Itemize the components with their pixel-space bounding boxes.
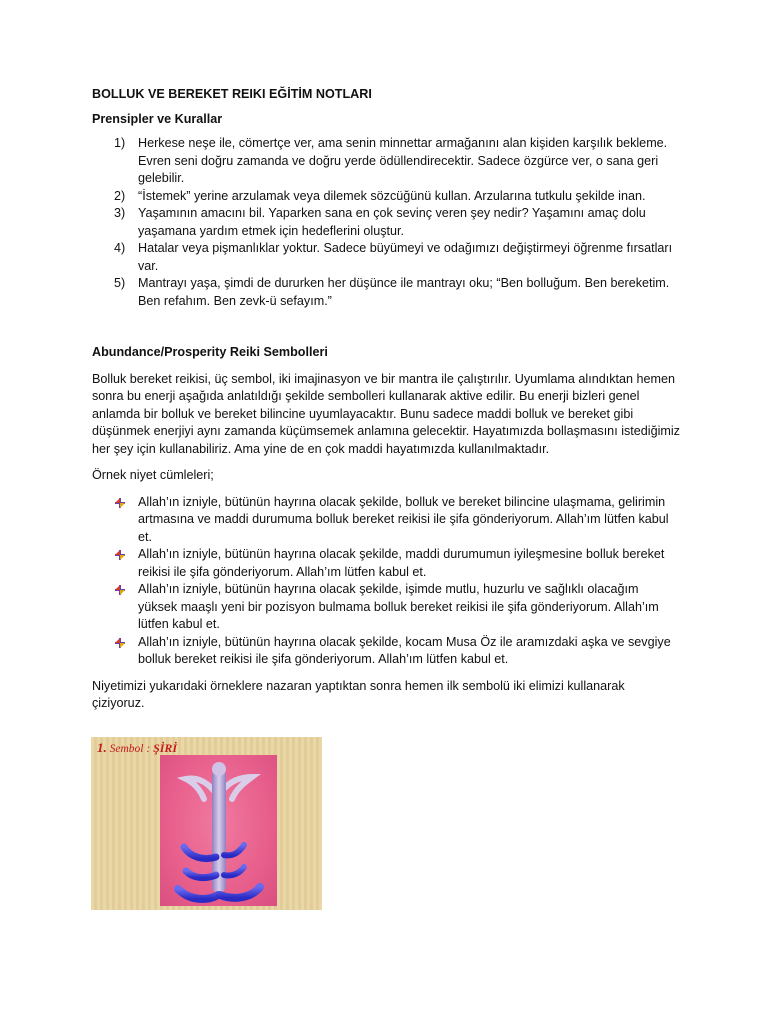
list-item [92, 546, 680, 581]
examples-label: Örnek niyet cümleleri; [92, 468, 214, 482]
list-number: 1) [114, 136, 126, 150]
list-item [92, 188, 680, 206]
list-item [92, 205, 680, 240]
list-number: 4) [114, 241, 126, 255]
list-number: 2) [114, 188, 126, 203]
symbols-heading: Abundance/Prosperity Reiki Sembolleri [92, 345, 328, 359]
arrow-bullet-icon [114, 549, 126, 561]
list-item [92, 275, 680, 310]
document-body [92, 86, 680, 722]
list-text: Hatalar veya pişmanlıklar yoktur. Sadece büyümeyi ve odağımızı değiştirmeyi öğrenme fırsatları var. [138, 241, 673, 273]
list-text: Yaşamının amacını bil. Yaparken sana en çok sevinç veren şey nedir? Yaşamını amaç dolu yaşamana yardım etmek için hedeflerini oluştur. [138, 206, 646, 238]
symbol-figure [91, 737, 322, 910]
intro-paragraph: Bolluk bereket reikisi, üç sembol, iki imajinasyon ve bir mantra ile çalıştırılır. Uyumlama alındıktan hemen sonra bu enerji aşağıda anlatıldığı şekilde sembolleri kullanarak aktive edilir. Bu enerji bizleri genel anlamda bir bolluk ve bereket bilincine uyumlayacaktır. Bunu sadece maddi bolluk ve bereket gibi düşünmek enerjiyi aynı zamanda küçümsemek anlamına gelecektir. Hayatımızda bollaşmasını istediğimiz her şey için kullanabiliriz. Ama yine de en çok maddi hayatımızda kullanılmaktadır. [92, 371, 680, 456]
caption-number: 1. [97, 740, 107, 755]
document-title: BOLLUK VE BEREKET REIKI EĞİTİM NOTLARI [92, 87, 372, 101]
list-text: “İstemek” yerine arzulamak veya dilemek sözcüğünü kullan. Arzularına tutkulu şekilde inan. [138, 188, 646, 203]
arrow-bullet-icon [114, 497, 126, 509]
list-text: Allah’ın izniyle, bütünün hayrına olacak şekilde, kocam Musa Öz ile aramızdaki aşka ve sevgiye bolluk bereket reikisi ile şifa gönderiyorum. Allah’ım lütfen kabul et. [138, 634, 671, 666]
list-text: Herkese neşe ile, cömertçe ver, ama senin minnettar armağanını alan kişiden karşılık bekleme. Evren seni doğru zamanda ve doğru yerde ödüllendirecektir. Sadece özgürce ver, o sana geri gelebilir. [138, 136, 668, 185]
list-text: Mantrayı yaşa, şimdi de dururken her düşünce ile mantrayı oku; “Ben bolluğum. Ben bereketim. Ben refahım. Ben zevk-ü sefayım.” [138, 276, 670, 308]
symbol-panel [160, 755, 277, 906]
principles-heading: Prensipler ve Kurallar [92, 111, 223, 126]
list-text: Allah’ın izniyle, bütünün hayrına olacak şekilde, bolluk ve bereket bilincine ulaşmama, gelirimin artmasına ve maddi durumuma bolluk bereket reikisi ile şifa gönderiyorum. Allah’ım lütfen kabul et. [138, 494, 669, 544]
arrow-bullet-icon [114, 637, 126, 649]
list-text: Allah’ın izniyle, bütünün hayrına olacak şekilde, işimde mutlu, huzurlu ve sağlıklı olacağım yüksek maaşlı yeni bir pozisyon bulmama bolluk bereket reikisi ile şifa gönderiyorum. Allah’ım lütfen kabul et. [138, 582, 659, 631]
list-number: 5) [114, 276, 126, 290]
shiri-symbol-icon [160, 755, 277, 906]
arrow-bullet-icon [114, 584, 126, 596]
list-item [92, 634, 680, 669]
closing-paragraph: Niyetimizi yukarıdaki örneklere nazaran yaptıktan sonra hemen ilk sembolü iki elimizi kullanarak çiziyoruz. [92, 678, 625, 710]
examples-list [92, 494, 680, 669]
list-item [92, 240, 680, 275]
caption-name: ŞİRİ [153, 741, 178, 755]
list-item [92, 135, 680, 188]
rules-list [92, 135, 680, 310]
caption-label: Sembol : [109, 743, 151, 755]
list-item [92, 581, 680, 634]
list-number: 3) [114, 206, 126, 220]
list-item [92, 494, 680, 547]
list-text: Allah’ın izniyle, bütünün hayrına olacak şekilde, maddi durumumun iyileşmesine bolluk bereket reikisi ile şifa gönderiyorum. Allah’ım lütfen kabul et. [138, 547, 665, 579]
